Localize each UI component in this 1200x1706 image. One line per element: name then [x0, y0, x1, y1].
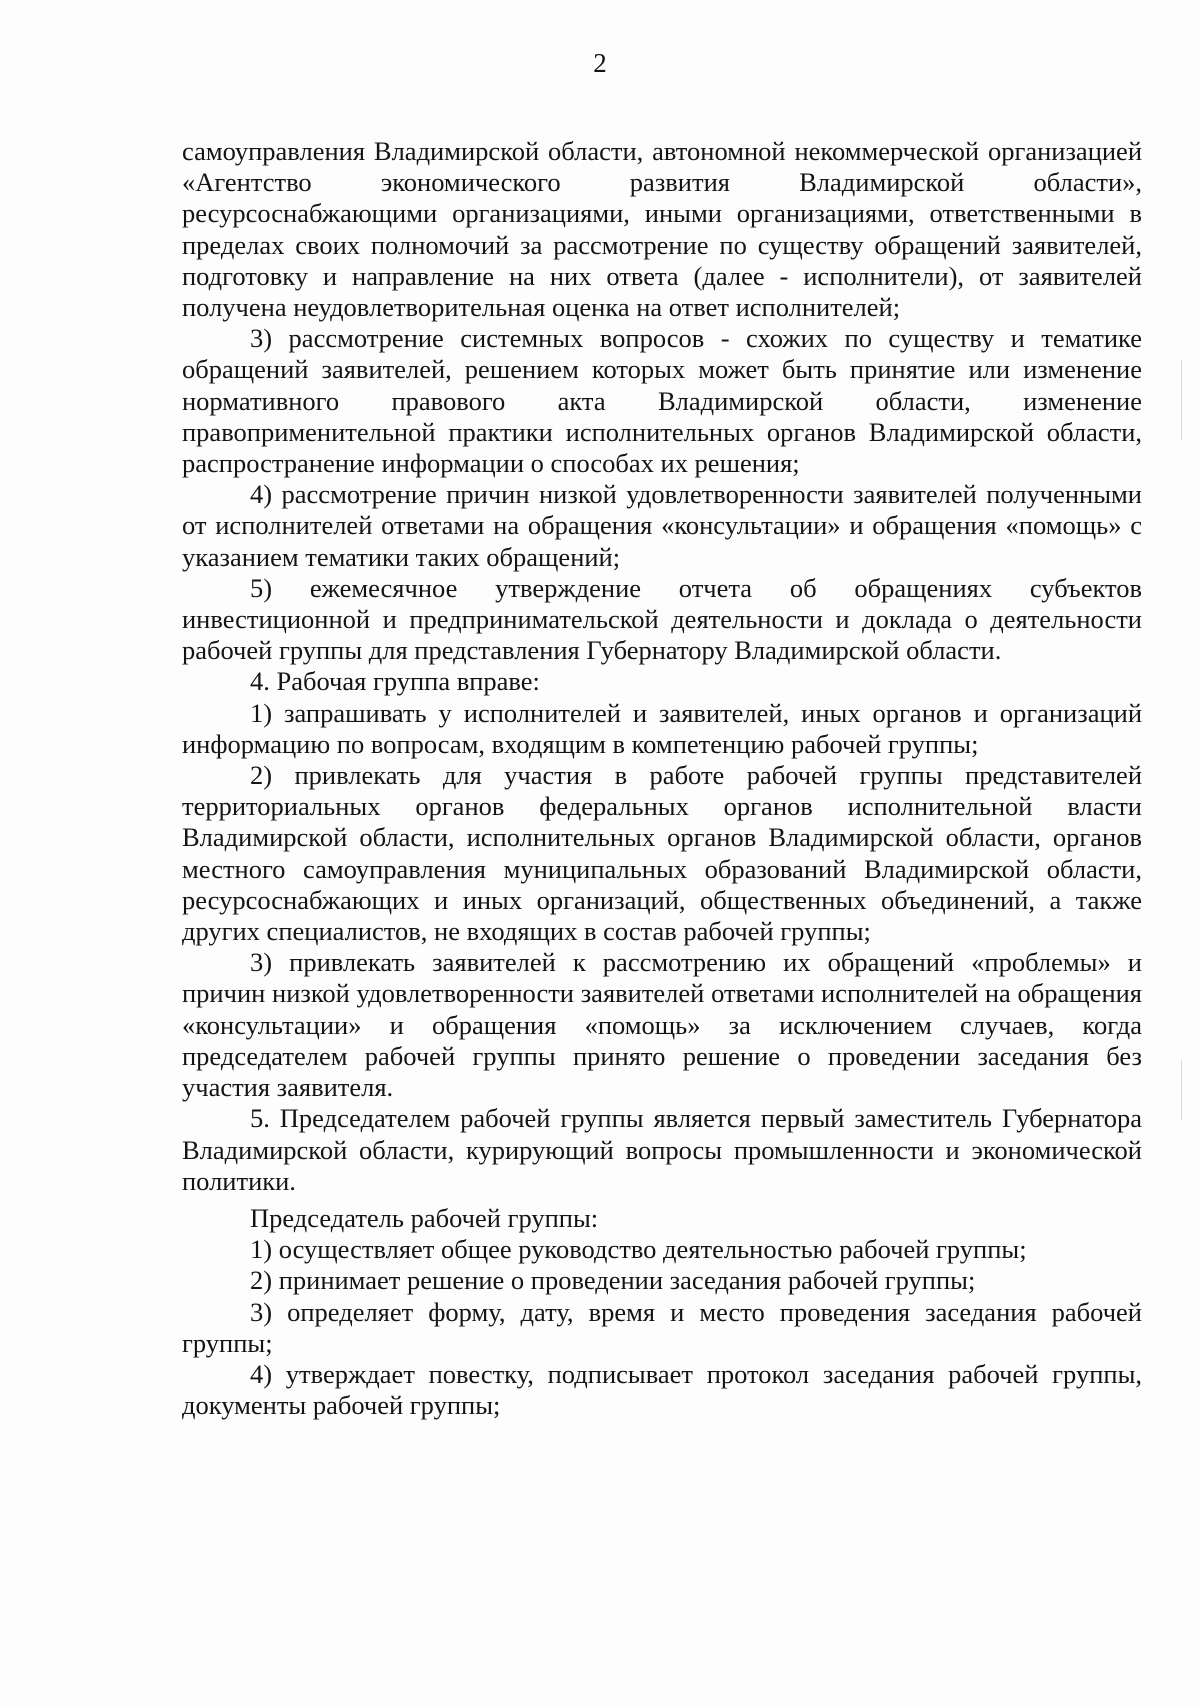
section-4-heading: 4. Рабочая группа вправе:	[250, 666, 540, 697]
chairman-item-2: 2) принимает решение о проведении заседания рабочей группы;	[250, 1265, 976, 1296]
chairman-item-3: 3) определяет форму, дату, время и место проведения заседания рабочей группы;	[182, 1296, 1142, 1358]
rights-item-2: 2) привлекать для участия в работе рабочей группы представителей территориальных органов федеральных органов исполнительной власти Владимирской области, исполнительных органов Владимирской области, органов местного самоуправления муниципальных образований Владимирской области, ресурсоснабжающих и иных организаций, общественных объединений, а также других специалистов, не входящих в состав рабочей группы;	[182, 760, 1142, 947]
rights-item-1: 1) запрашивать у исполнителей и заявителей, иных органов и организаций информацию по вопросам, входящим в компетенцию рабочей группы;	[182, 697, 1142, 759]
page-number: 2	[593, 48, 607, 78]
paragraph-item-4: 4) рассмотрение причин низкой удовлетворенности заявителей полученными от исполнителей ответами на обращения «консультации» и обращения «помощь» с указанием тематики таких обращений;	[182, 479, 1142, 572]
paragraph-item-5: 5) ежемесячное утверждение отчета об обращениях субъектов инвестиционной и предпринимательской деятельности и доклада о деятельности рабочей группы для представления Губернатору Владимирской области.	[182, 572, 1142, 666]
document-body	[182, 136, 1142, 1421]
rights-item-3: 3) привлекать заявителей к рассмотрению их обращений «проблемы» и причин низкой удовлетворенности заявителей ответами исполнителей на обращения «консультации» и обращения «помощь» за исключением случаев, когда председателем рабочей группы принято решение о проведении заседания без участия заявителя.	[182, 947, 1142, 1103]
chairman-item-1: 1) осуществляет общее руководство деятельностью рабочей группы;	[250, 1234, 1027, 1265]
scan-edge-mark	[1181, 1060, 1182, 1120]
paragraph-continuation: самоуправления Владимирской области, автономной некоммерческой организацией «Агентство экономического развития Владимирской области», ресурсоснабжающими организациями, иными организациями, ответственными в пределах своих полномочий за рассмотрение по существу обращений заявителей, подготовку и направление на них ответа (далее - исполнители), от заявителей получена неудовлетворительная оценка на ответ исполнителей;	[182, 136, 1142, 323]
paragraph-item-3: 3) рассмотрение системных вопросов - схожих по существу и тематике обращений заявителей, решением которых может быть принятие или изменение нормативного правового акта Владимирской области, изменение правоприменительной практики исполнительных органов Владимирской области, распространение информации о способах их решения;	[182, 323, 1142, 479]
section-5-paragraph: 5. Председателем рабочей группы является первый заместитель Губернатора Владимирской области, курирующий вопросы промышленности и экономической политики.	[182, 1103, 1142, 1196]
chairman-heading: Председатель рабочей группы:	[250, 1202, 599, 1233]
scan-edge-mark	[1181, 360, 1182, 440]
chairman-item-4: 4) утверждает повестку, подписывает протокол заседания рабочей группы, документы рабочей группы;	[182, 1358, 1142, 1421]
